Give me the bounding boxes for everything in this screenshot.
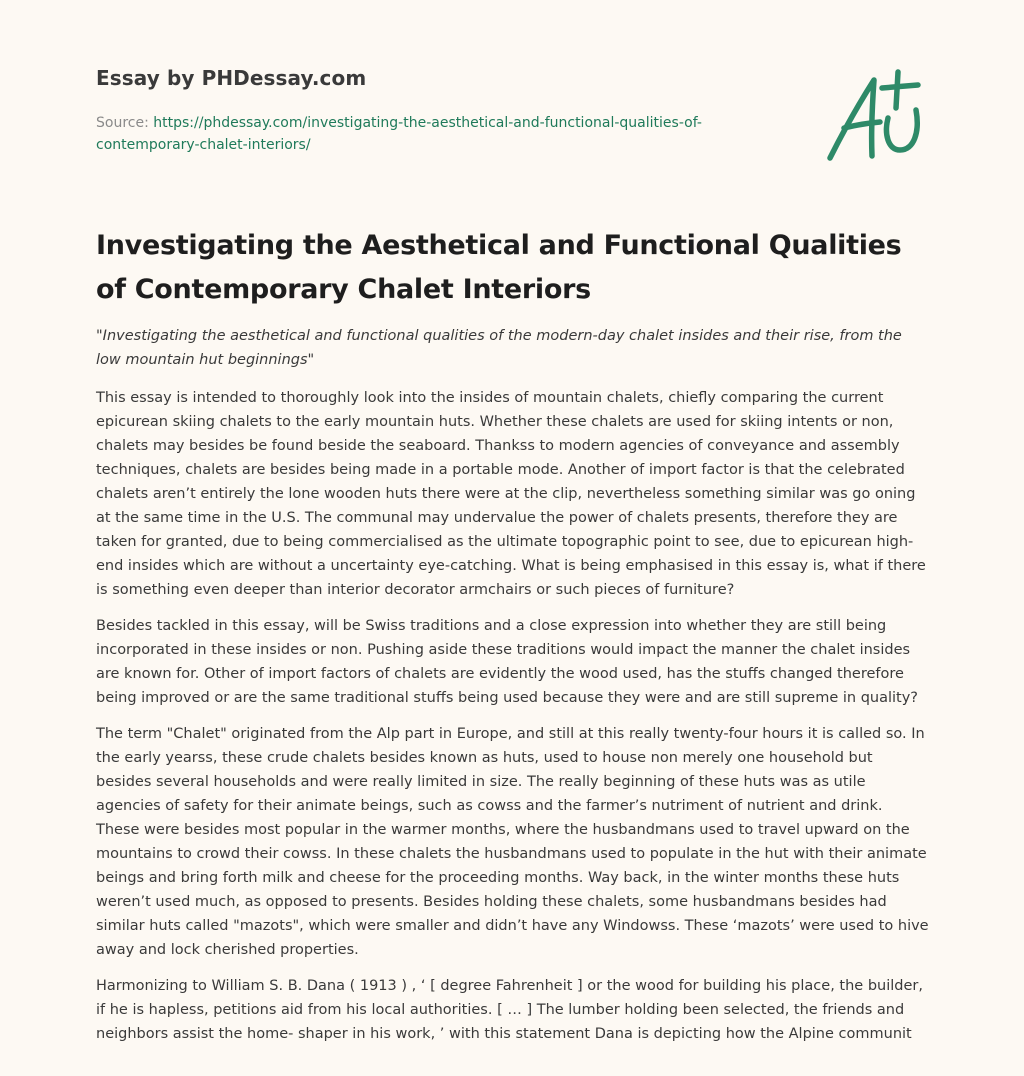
source-link[interactable]: https://phdessay.com/investigating-the-aesthetical-and-functional-qualities-of-contemporary-chalet-interiors/	[96, 115, 702, 153]
essay-paragraph: The term "Chalet" originated from the Alp part in Europe, and still at this really twenty-four hours it is called so. In the early yearss, these crude chalets besides known as huts, used to house non merely one household but besides several households and were really limited in size. The really beginning of these huts was as utile agencies of safety for their animate beings, such as cowss and the farmer’s nutriment of nutrient and drink. These were besides most popular in the warmer months, where the husbandmans used to travel upward on the mountains to crowd their cowss. In these chalets the husbandmans used to populate in the hut with their animate beings and bring forth milk and cheese for the proceeding months. Way back, in the winter months these huts weren’t used much, as opposed to presents. Besides holding these chalets, some husbandmans besides had similar huts called "mazots", which were smaller and didn’t have any Windowss. These ‘mazots’ were used to hive away and lock cherished properties.	[96, 726, 929, 958]
a-plus-logo-icon	[822, 68, 932, 168]
source-label: Source:	[96, 115, 154, 131]
essay-paragraph: Besides tackled in this essay, will be Swiss traditions and a close expression into whether they are still being incorporated in these insides or non. Pushing aside these traditions would impact the manner the chalet insides are known for. Other of import factors of chalets are evidently the wood used, has the stuffs changed therefore being improved or are the same traditional stuffs being used because they were and are still supreme in quality?	[96, 618, 918, 706]
essay-paragraph: Harmonizing to William S. B. Dana ( 1913 ) , ‘ [ degree Fahrenheit ] or the wood for building his place, the builder, if he is hapless, petitions aid from his local authorities. [ … ] The lumber holding been selected, the friends and neighbors assist the home- shaper in his work, ’ with this statement Dana is depicting how the Alpine communit	[96, 978, 923, 1042]
site-brand: Essay by PHDessay.com	[96, 66, 367, 90]
source-line	[96, 112, 756, 156]
essay-title: Investigating the Aesthetical and Functional Qualities of Contemporary Chalet Interiors	[96, 230, 902, 305]
essay-lead-quote: "Investigating the aesthetical and functional qualities of the modern-day chalet insides and their rise, from the low mountain hut beginnings"	[96, 328, 902, 368]
essay-paragraph: This essay is intended to thoroughly look into the insides of mountain chalets, chiefly comparing the current epicurean skiing chalets to the early mountain huts. Whether these chalets are used for skiing intents or non, chalets may besides be found beside the seaboard. Thankss to modern agencies of conveyance and assembly techniques, chalets are besides being made in a portable mode. Another of import factor is that the celebrated chalets aren’t entirely the lone wooden huts there were at the clip, nevertheless something similar was go oning at the same time in the U.S. The communal may undervalue the power of chalets presents, therefore they are taken for granted, due to being commercialised as the ultimate topographic point to see, due to epicurean high-end insides which are without a uncertainty eye-catching. What is being emphasised in this essay is, what if there is something even deeper than interior decorator armchairs or such pieces of furniture?	[96, 390, 926, 598]
essay-body	[96, 324, 930, 1058]
